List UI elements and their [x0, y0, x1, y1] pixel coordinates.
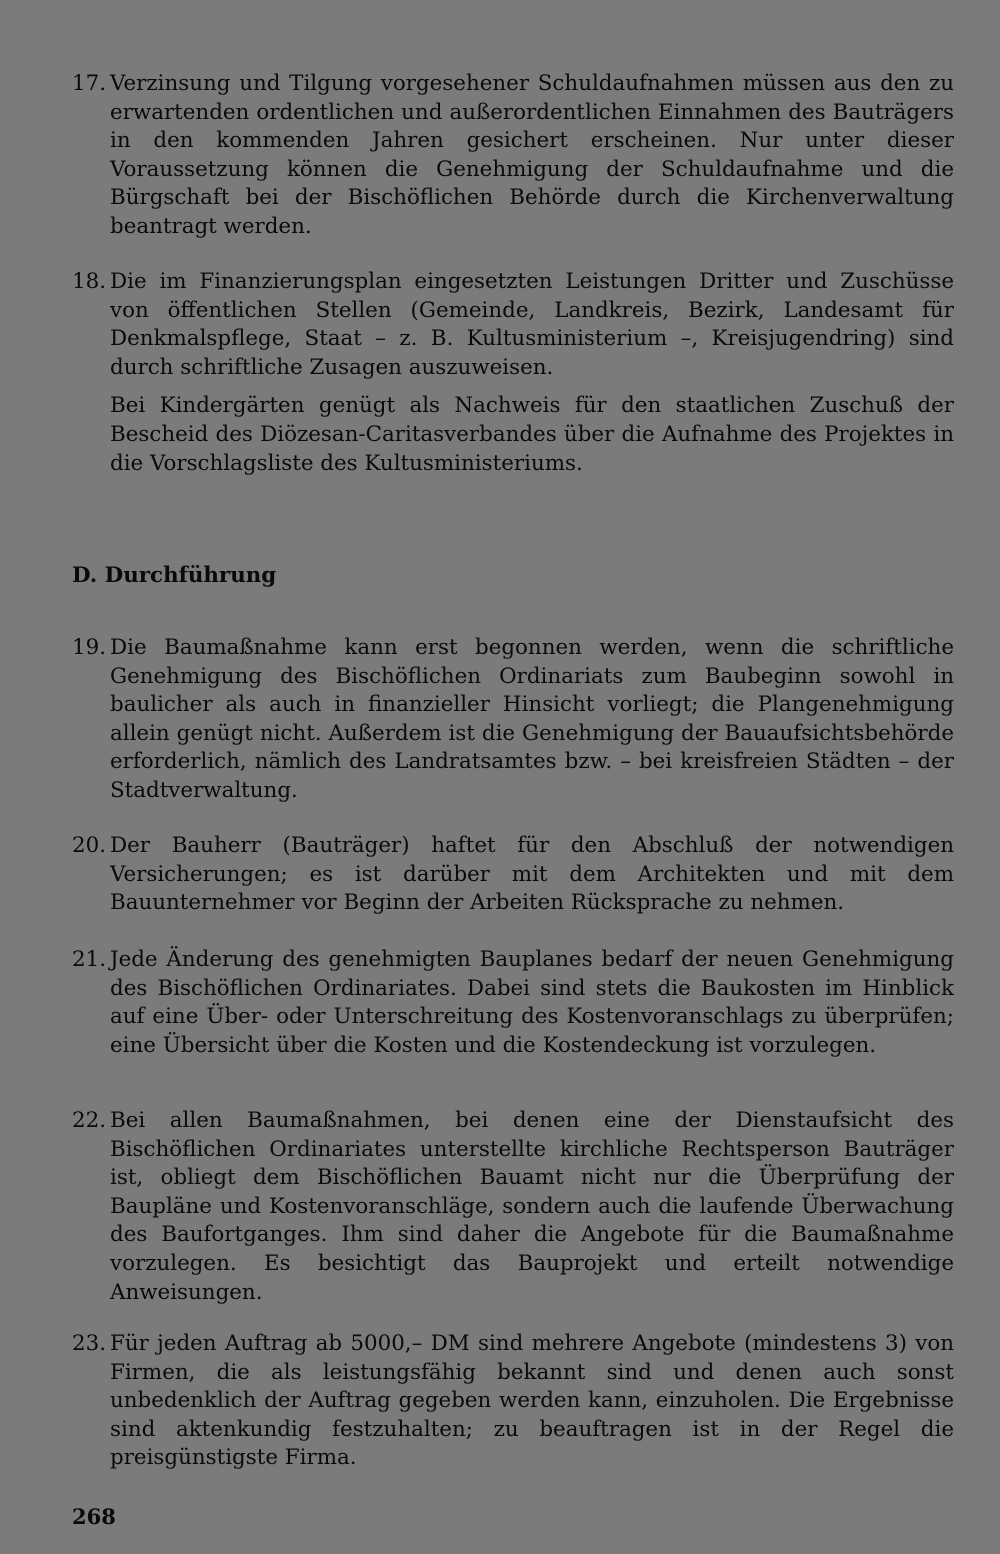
- paragraph-22: [72, 1107, 954, 1307]
- paragraph-text: Die Baumaßnahme kann erst begonnen werden, wenn die schriftliche Genehmigung des Bischöflichen Ordinariats zum Baubeginn sowohl in baulicher als auch in finanzieller Hinsicht vorliegt; die Plangenehmigung allein genügt nicht. Außerdem ist die Genehmigung der Bauaufsichtsbehörde erforderlich, nämlich des Landratsamtes bzw. – bei kreisfreien Städten – der Stadtverwaltung.: [110, 635, 954, 803]
- paragraph-text: Bei allen Baumaßnahmen, bei denen eine der Dienstaufsicht des Bischöflichen Ordinariates unterstellte kirchliche Rechtsperson Bauträger ist, obliegt dem Bischöflichen Bauamt nicht nur die Überprüfung der Baupläne und Kostenvoranschläge, sondern auch die laufende Überwachung des Baufortganges. Ihm sind daher die Angebote für die Baumaßnahme vorzulegen. Es besichtigt das Bauprojekt und erteilt notwendige Anweisungen.: [110, 1108, 954, 1305]
- paragraph-number: 18.: [72, 269, 107, 294]
- paragraph-text: Jede Änderung des genehmigten Bauplanes bedarf der neuen Genehmigung des Bischöflichen Ordinariates. Dabei sind stets die Baukosten im Hinblick auf eine Über- oder Unterschreitung des Kostenvoranschlags zu überprüfen; eine Übersicht über die Kosten und die Kostendeckung ist vorzulegen.: [110, 947, 954, 1058]
- paragraph-23: [72, 1330, 954, 1473]
- paragraph-body: [110, 832, 954, 918]
- paragraph-number: 20.: [72, 833, 107, 858]
- paragraph-18: [72, 268, 954, 478]
- paragraph-body: [110, 1330, 954, 1473]
- page-number: 268: [72, 1504, 116, 1529]
- paragraph-body: [110, 1107, 954, 1307]
- paragraph-number: 21.: [72, 947, 107, 972]
- section-heading: D. Durchführung: [72, 563, 277, 588]
- paragraph-number: 23.: [72, 1331, 107, 1356]
- paragraph-number: 22.: [72, 1108, 107, 1133]
- paragraph-text: Der Bauherr (Bauträger) haftet für den Abschluß der notwendigen Versicherungen; es ist darüber mit dem Architekten und mit dem Bauunternehmer vor Beginn der Arbeiten Rücksprache zu nehmen.: [110, 833, 954, 916]
- paragraph-text: Für jeden Auftrag ab 5000,– DM sind mehrere Angebote (mindestens 3) von Firmen, die als leistungsfähig bekannt sind und denen auch sonst unbedenklich der Auftrag gegeben werden kann, einzuholen. Die Ergebnisse sind aktenkundig festzuhalten; zu beauftragen ist in der Regel die preisgünstigste Firma.: [110, 1331, 954, 1471]
- paragraph-19: [72, 634, 954, 806]
- paragraph-body: [110, 634, 954, 806]
- paragraph-text: Bei Kindergärten genügt als Nachweis für den staatlichen Zuschuß der Bescheid des Diözesan-Caritasverbandes über die Aufnahme des Projektes in die Vorschlagsliste des Kultusministeriums.: [110, 393, 954, 476]
- paragraph-body: [110, 70, 954, 242]
- paragraph-text: Verzinsung und Tilgung vorgesehener Schuldaufnahmen müssen aus den zu erwartenden ordentlichen und außerordentlichen Einnahmen des Bauträgers in den kommenden Jahren gesichert erscheinen. Nur unter dieser Voraussetzung können die Genehmigung der Schuldaufnahme und die Bürgschaft bei der Bischöflichen Behörde durch die Kirchenverwaltung beantragt werden.: [110, 71, 954, 239]
- paragraph-text: Die im Finanzierungsplan eingesetzten Leistungen Dritter und Zuschüsse von öffentlichen Stellen (Gemeinde, Landkreis, Bezirk, Landesamt für Denkmalspflege, Staat – z. B. Kultusministerium –, Kreisjugendring) sind durch schriftliche Zusagen auszuweisen.: [110, 269, 954, 380]
- paragraph-number: 19.: [72, 635, 107, 660]
- paragraph-21: [72, 946, 954, 1060]
- paragraph-number: 17.: [72, 71, 107, 96]
- paragraph-17: [72, 70, 954, 242]
- paragraph-body: [110, 946, 954, 1060]
- paragraph-body: [110, 268, 954, 478]
- paragraph-20: [72, 832, 954, 918]
